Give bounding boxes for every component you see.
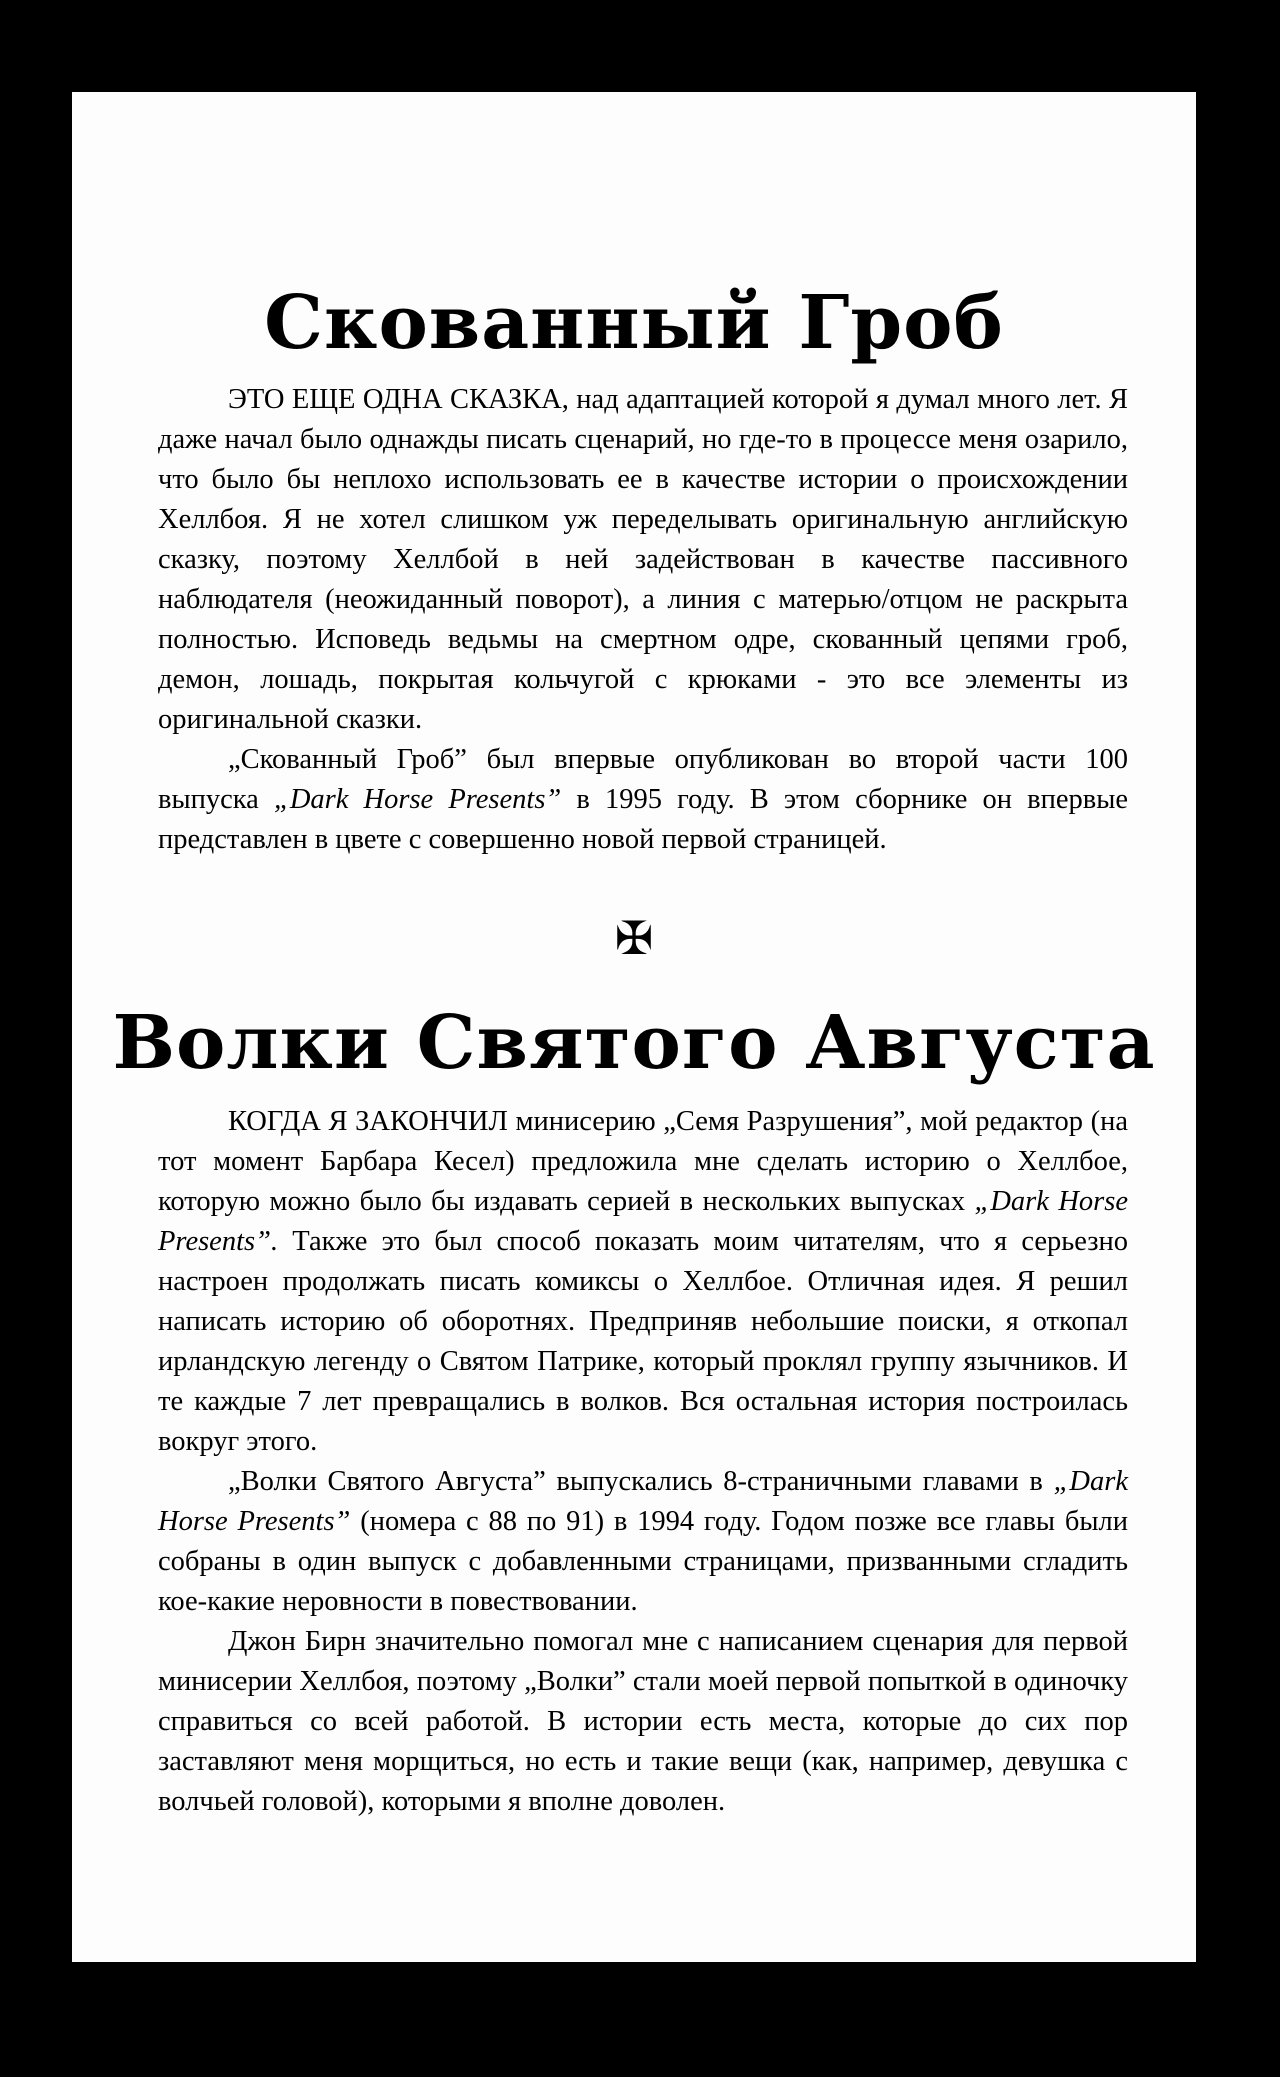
paragraph-text: минисерию „Семя Разрушения”, мой редактор (на тот момент Барбара Кесел) предложила мне сделать историю о Хеллбое, которую можно было бы издавать серией в нескольких выпусках [158, 1106, 1128, 1217]
section-title-chained-coffin: Скованный Гроб [264, 280, 1004, 366]
paragraph [158, 380, 1128, 740]
publication-title: „Dark Horse Presents”. [158, 1186, 1128, 1257]
section-body-wolves [158, 1102, 1128, 1822]
paragraph [158, 740, 1128, 860]
paragraph-text: „Скованный Гроб” был впервые опубликован во второй части 100 выпуска [158, 744, 1128, 815]
paragraph-lead: ЭТО ЕЩЕ ОДНА СКАЗКА, [228, 384, 569, 415]
cross-divider-icon: ✠ [614, 911, 654, 965]
paragraph-lead: КОГДА Я ЗАКОНЧИЛ [228, 1106, 508, 1137]
publication-title: „Dark Horse Presents” [273, 784, 562, 815]
paragraph-text: в 1995 году. В этом сборнике он впервые представлен в цвете с совершенно новой первой страницей. [158, 784, 1128, 855]
paragraph [158, 1462, 1128, 1622]
paragraph [158, 1102, 1128, 1462]
publication-title: „Dark Horse Presents” [158, 1466, 1128, 1537]
section-title-wolves: Волки Святого Августа [112, 1000, 1156, 1086]
paragraph-text: (номера с 88 по 91) в 1994 году. Годом позже все главы были собраны в один выпуск с добавленными страницами, призванными сгладить кое-какие неровности в повествовании. [158, 1506, 1128, 1617]
paragraph-text: Также это был способ показать моим читателям, что я серьезно настроен продолжать писать комиксы о Хеллбое. Отличная идея. Я решил написать историю об оборотнях. Предприняв небольшие поиски, я откопал ирландскую легенду о Святом Патрике, который проклял группу язычников. И те каждые 7 лет превращались в волков. Вся остальная история построилась вокруг этого. [158, 1226, 1128, 1457]
paragraph-text: „Волки Святого Августа” выпускались 8-страничными главами в [228, 1466, 1054, 1497]
page [72, 92, 1196, 1962]
paragraph-text: над адаптацией которой я думал много лет. Я даже начал было однажды писать сценарий, но где-то в процессе меня озарило, что было бы неплохо использовать ее в качестве истории о происхождении Хеллбоя. Я не хотел слишком уж переделывать оригинальную английскую сказку, поэтому Хеллбой в ней задействован в качестве пассивного наблюдателя (неожиданный поворот), а линия с матерью/отцом не раскрыта полностью. Исповедь ведьмы на смертном одре, скованный цепями гроб, демон, лошадь, покрытая кольчугой с крюками - это все элементы из оригинальной сказки. [158, 384, 1128, 735]
section-body-chained-coffin [158, 380, 1128, 860]
paragraph: Джон Бирн значительно помогал мне с написанием сценария для первой минисерии Хеллбоя, поэтому „Волки” стали моей первой попыткой в одиночку справиться со всей работой. В истории есть места, которые до сих пор заставляют меня морщиться, но есть и такие вещи (как, например, девушка с волчьей головой), которыми я вполне доволен. [158, 1626, 1128, 1817]
